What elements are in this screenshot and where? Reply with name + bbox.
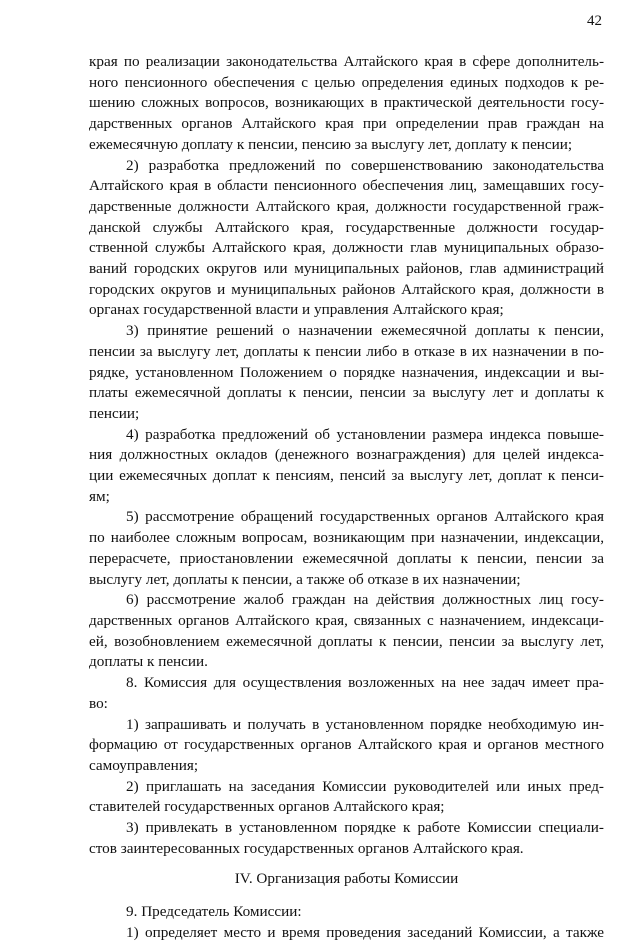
- paragraph: [89, 902, 604, 923]
- text-line: самоуправления;: [89, 756, 199, 774]
- text-line: данской службы Алтайского края, государственные должности государ-: [89, 218, 604, 236]
- text-line: 1) определяет место и время проведения заседаний Комиссии, а также: [126, 923, 604, 941]
- text-line: 3) привлекать в установленном порядке к работе Комиссии специали-: [126, 819, 604, 837]
- page-number: 42: [587, 13, 602, 29]
- section-heading: IV. Организация работы Комиссии: [234, 870, 459, 888]
- paragraph: [89, 590, 604, 673]
- text-line: выслугу лет, доплаты к пенсии, а также об отказе в их назначении;: [89, 570, 521, 588]
- text-line: 5) рассмотрение обращений государственных органов Алтайского края: [126, 508, 604, 526]
- text-line: ного пенсионного обеспечения с целью определения единых подходов к ре-: [89, 73, 604, 91]
- text-line: шению сложных вопросов, возникающих в практической деятельности госу-: [89, 94, 604, 112]
- text-line: дарственные должности Алтайского края, должности государственной граж-: [89, 197, 604, 215]
- paragraph: [89, 52, 604, 156]
- text-line: края по реализации законодательства Алтайского края в сфере дополнитель-: [89, 53, 604, 70]
- paragraphs-before-heading: [89, 52, 604, 859]
- text-line: перерасчете, приостановлении ежемесячной доплаты к пенсии, пенсии за: [89, 549, 604, 567]
- text-line: 2) приглашать на заседания Комиссии руководителей или иных пред-: [126, 777, 604, 795]
- text-line: 3) принятие решений о назначении ежемесячной доплаты к пенсии,: [126, 322, 604, 340]
- text-line: ния должностных окладов (денежного вознаграждения) для целей индекса-: [89, 446, 604, 464]
- text-line: ежемесячную доплату к пенсии, пенсию за выслугу лет, доплату к пенсии;: [89, 135, 573, 153]
- text-line: ственной службы Алтайского края, должности глав муниципальных образо-: [89, 239, 604, 257]
- paragraph: [89, 715, 604, 777]
- text-line: 4) разработка предложений об установлении размера индекса повыше-: [126, 425, 604, 443]
- text-line: по наиболее сложным вопросам, возникающим при назначении, индексации,: [89, 529, 604, 547]
- text-line: ям;: [89, 487, 110, 505]
- text-line: дарственных органов Алтайского края при определении прав граждан на: [89, 115, 604, 133]
- text-line: органах государственной власти и управления Алтайского края;: [89, 301, 504, 319]
- paragraph: [89, 923, 604, 944]
- text-line: доплаты к пенсии.: [89, 653, 208, 671]
- text-line: пенсии за выслугу лет, доплаты к пенсии либо в отказе в их назначении в по-: [89, 342, 604, 360]
- text-line: ции ежемесячных доплат к пенсиям, пенсий за выслугу лет, доплат к пенси-: [89, 467, 604, 485]
- text-line: формацию от государственных органов Алтайского края и органов местного: [89, 736, 604, 754]
- text-line: во:: [89, 694, 108, 712]
- paragraph: [89, 425, 604, 508]
- paragraph: [89, 818, 604, 859]
- text-line: Алтайского края в области пенсионного обеспечения лиц, замещавших госу-: [89, 177, 604, 195]
- paragraph: [89, 321, 604, 425]
- text-line: городских округов и муниципальных районов Алтайского края, должности в: [89, 280, 604, 298]
- paragraph: [89, 777, 604, 818]
- text-line: 2) разработка предложений по совершенствованию законодательства: [126, 156, 604, 174]
- text-line: 6) рассмотрение жалоб граждан на действия должностных лиц госу-: [126, 591, 604, 609]
- text-line: 8. Комиссия для осуществления возложенных на нее задач имеет пра-: [126, 674, 604, 692]
- document-body: [89, 52, 604, 944]
- text-line: стов заинтересованных государственных органов Алтайского края.: [89, 839, 524, 857]
- paragraph: [89, 156, 604, 322]
- text-line: ставителей государственных органов Алтайского края;: [89, 798, 445, 816]
- paragraphs-after-heading: [89, 902, 604, 943]
- text-line: 9. Председатель Комиссии:: [126, 903, 302, 921]
- text-line: пенсии;: [89, 404, 140, 422]
- text-line: дарственных органов Алтайского края, связанных с назначением, индексаци-: [89, 611, 604, 629]
- paragraph: [89, 507, 604, 590]
- text-line: ваний городских округов или муниципальных районов, глав администраций: [89, 260, 604, 278]
- text-line: 1) запрашивать и получать в установленном порядке необходимую ин-: [126, 715, 604, 733]
- text-line: рядке, установленном Положением о порядке назначения, индексации и вы-: [89, 363, 604, 381]
- text-line: платы ежемесячной доплаты к пенсии, пенсии за выслугу лет и доплаты к: [89, 384, 604, 402]
- paragraph: [89, 673, 604, 714]
- text-line: ей, возобновлением ежемесячной доплаты к пенсии, пенсии за выслугу лет,: [89, 632, 604, 650]
